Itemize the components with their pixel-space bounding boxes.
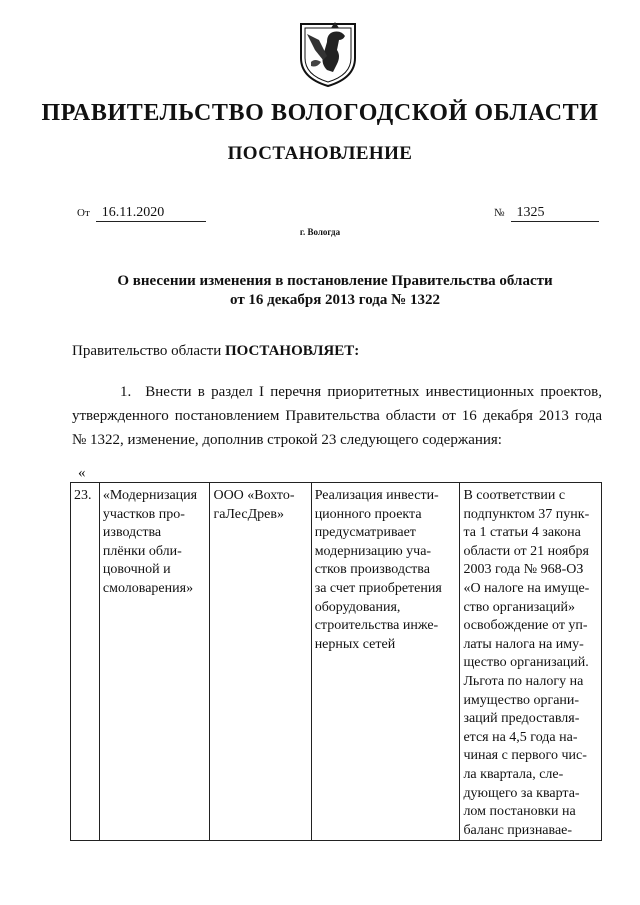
company-name: ООО «Вохто- гаЛесДрев» [213,488,295,522]
project-name-cell [99,483,210,841]
item-text: Внести в раздел I перечня приоритетных инвестиционных проектов, утвержденного постановлением Правительства области от 16 декабря 2013 года № 1322, изменение, дополнив строкой 23 следующего содержания: [72,384,602,448]
description-cell [311,483,460,841]
project-description: Реализация инвести- ционного проекта предусматривает модернизацию уча- стков производства за счет приобретения оборудования, строительства инже- нерных сетей [314,488,442,652]
document-type-title: ПОСТАНОВЛЕНИЕ [227,143,413,164]
date-value: 16.11.2020 [96,205,206,222]
support-measures: В соответствии с подпунктом 37 пунк- та 1 статьи 4 закона области от 21 ноября 2003 года № 968-ОЗ «О налоге на имуще- ство организаций» освобождение от уп- латы налога на иму- щество организаций. Льгота по налогу на имущество органи- заций предоставля- ется на 4,5 года на- чиная с первого чис- ла квартала, сле- дующего за кварта- лом постановки на баланс признавае- [463,488,590,838]
date-label: От [77,207,90,219]
company-cell [210,483,311,841]
document-subject [70,272,600,310]
item-number: 1. [120,384,132,400]
number-label: № [494,207,505,219]
row-number-cell [71,483,100,841]
city-label: г. Вологда [299,227,341,237]
decrees-line [72,343,359,360]
investment-projects-table [70,482,602,841]
project-name: «Модернизация участков про- изводства плёнки обли- цовочной и смоловарения» [102,488,198,596]
subject-line-2: от 16 декабря 2013 года № 1322 [230,292,440,308]
decrees-prefix: Правительство области [72,343,222,359]
decrees-word: ПОСТАНОВЛЯЕТ: [224,343,360,359]
subject-line-1: О внесении изменения в постановление Правительства области [117,273,553,289]
number-value: 1325 [511,205,599,222]
item-paragraph [72,380,602,452]
open-quote: « [78,465,86,481]
document-number [494,205,599,222]
document-date [77,205,206,222]
table-row [71,483,602,841]
support-cell [460,483,602,841]
coat-of-arms-icon [297,20,359,88]
row-number: 23. [74,488,92,503]
organization-title: ПРАВИТЕЛЬСТВО ВОЛОГОДСКОЙ ОБЛАСТИ [41,100,599,126]
